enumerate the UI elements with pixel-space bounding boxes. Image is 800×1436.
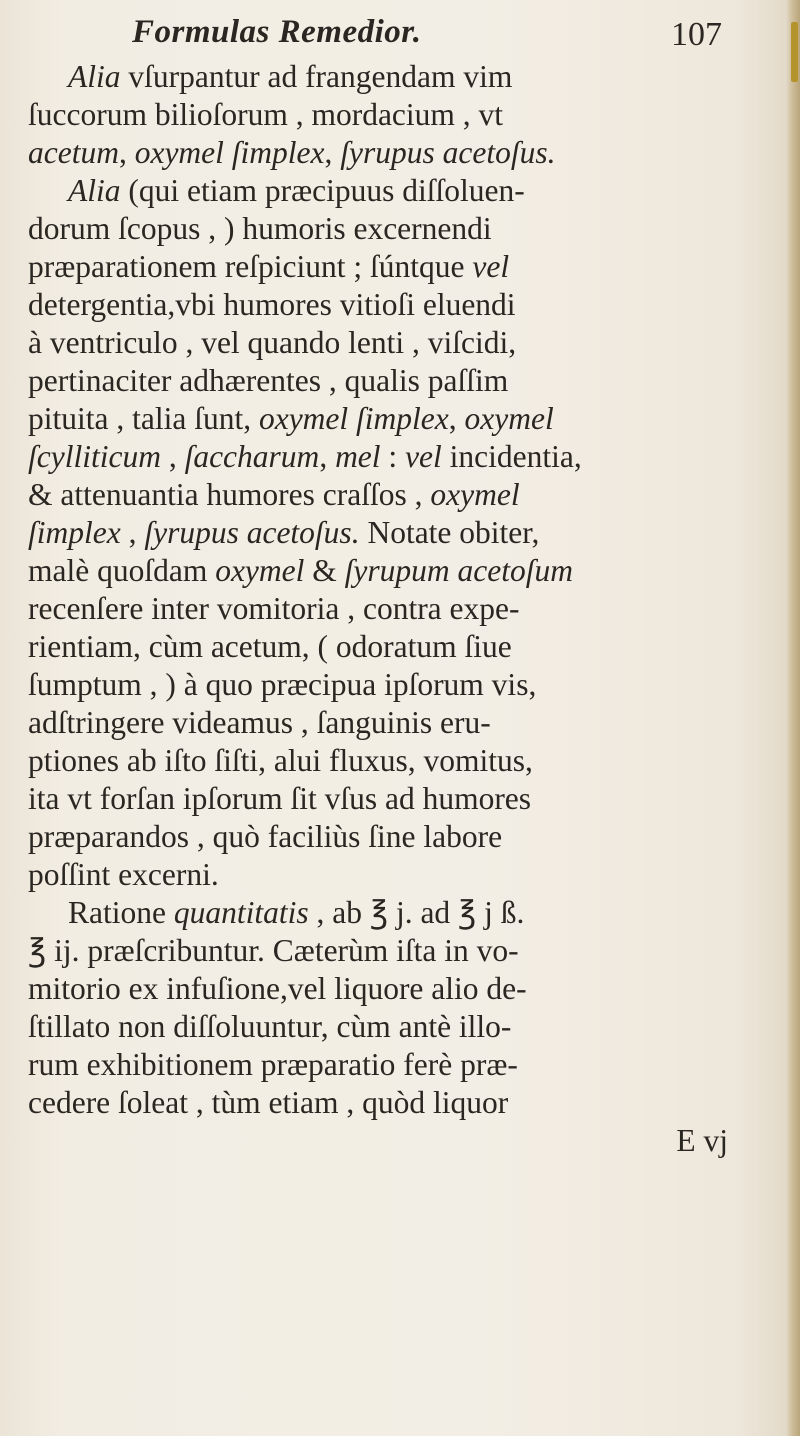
page-number: 107 [671, 16, 722, 53]
italic-segment: quantitatis [173, 895, 309, 930]
text-segment: ſuccorum bilioſorum , mordacium , vt [28, 97, 504, 132]
text-segment: ℥ ij. præſcribuntur. Cæterùm iſta in vo- [28, 933, 519, 968]
text-segment: malè quoſdam [28, 553, 216, 588]
text-segment: pertinaciter adhærentes , qualis paſſim [28, 363, 509, 398]
italic-segment: oxymel [464, 401, 554, 436]
text-line [28, 970, 768, 1008]
text-line [28, 324, 768, 362]
italic-segment: oxymel [430, 477, 520, 512]
text-segment: rum exhibitionem præparatio ferè præ- [28, 1047, 518, 1082]
text-segment: , [118, 135, 135, 170]
text-segment: ſtillato non diſſoluuntur, cùm antè illo- [28, 1009, 512, 1044]
text-segment: & [304, 553, 345, 588]
text-line [28, 400, 768, 438]
text-segment: , [160, 439, 185, 474]
text-line [28, 932, 768, 970]
italic-segment: vel [405, 439, 442, 474]
text-line [28, 552, 768, 590]
italic-segment: ſcylliticum [28, 439, 161, 474]
italic-segment: Alia [68, 173, 129, 208]
body-text [28, 58, 768, 1160]
page-edge [786, 0, 800, 1436]
italic-segment: ſyrupus acetoſus. [144, 515, 360, 550]
text-segment: detergentia,vbi humores vitioſi eluendi [28, 287, 516, 322]
text-segment: poſſint excerni. [28, 857, 219, 892]
text-line [28, 1008, 768, 1046]
text-line [28, 286, 768, 324]
text-line [28, 894, 768, 932]
text-segment: Notate obiter, [359, 515, 540, 550]
text-segment: Ratione [68, 895, 174, 930]
catchword: E vj [676, 1123, 728, 1158]
text-line [28, 514, 768, 552]
text-segment: cedere ſoleat , tùm etiam , quòd liquor [28, 1085, 509, 1120]
text-line [28, 666, 768, 704]
text-segment: , [120, 515, 145, 550]
text-segment: incidentia, [441, 439, 582, 474]
text-segment: vſurpantur ad frangendam vim [128, 59, 513, 94]
text-segment: , [324, 135, 341, 170]
text-segment: (qui etiam præcipuus diſſoluen- [128, 173, 525, 208]
text-segment: , [319, 439, 336, 474]
italic-segment: ſyrupum acetoſum [344, 553, 574, 588]
text-line [28, 780, 768, 818]
text-segment: ptiones ab iſto ſiſti, alui fluxus, vomitus, [28, 743, 533, 778]
text-line [28, 210, 768, 248]
text-segment: à ventriculo , vel quando lenti , viſcidi, [28, 325, 517, 360]
text-segment: rientiam, cùm acetum, ( odoratum ſiue [28, 629, 512, 664]
italic-segment: Alia [68, 59, 129, 94]
text-line [28, 704, 768, 742]
text-line [28, 476, 768, 514]
text-segment: præparationem reſpiciunt ; ſúntque [28, 249, 473, 284]
text-segment: : [380, 439, 406, 474]
italic-segment: oxymel ſimplex [258, 401, 449, 436]
italic-segment: mel [335, 439, 381, 474]
text-segment: adſtringere videamus , ſanguinis eru- [28, 705, 491, 740]
page-header [132, 14, 722, 58]
text-segment: ita vt forſan ipſorum ſit vſus ad humores [28, 781, 532, 816]
italic-segment: acetum [28, 135, 119, 170]
tab-mark [791, 22, 798, 82]
italic-segment: ſyrupus acetoſus. [340, 135, 556, 170]
italic-segment: oxymel ſimplex [134, 135, 325, 170]
text-line [28, 58, 768, 96]
text-segment: dorum ſcopus , ) humoris excernendi [28, 211, 492, 246]
text-line [28, 438, 768, 476]
italic-segment: ſaccharum [184, 439, 320, 474]
italic-segment: ſimplex [28, 515, 121, 550]
text-segment: , [448, 401, 465, 436]
text-line [28, 134, 768, 172]
text-segment: , ab ℥ j. ad ℥ j ß. [308, 895, 525, 930]
text-segment: pituita , talia ſunt, [28, 401, 259, 436]
text-line [28, 96, 768, 134]
italic-segment: vel [472, 249, 510, 284]
text-line [28, 172, 768, 210]
text-segment: & attenuantia humores craſſos , [28, 477, 431, 512]
text-segment: recenſere inter vomitoria , contra expe- [28, 591, 520, 626]
text-line [28, 856, 768, 894]
text-line [28, 628, 768, 666]
text-segment: mitorio ex infuſione,vel liquore alio de- [28, 971, 527, 1006]
text-line [28, 590, 768, 628]
text-line [28, 362, 768, 400]
running-head: Formulas Remedior. [132, 14, 422, 50]
text-line [28, 1084, 768, 1122]
text-segment: præparandos , quò faciliùs ſine labore [28, 819, 503, 854]
text-line [28, 742, 768, 780]
text-line [28, 248, 768, 286]
text-segment: ſumptum , ) à quo præcipua ipſorum vis, [28, 667, 537, 702]
text-line [28, 1046, 768, 1084]
text-line [28, 818, 768, 856]
italic-segment: oxymel [215, 553, 305, 588]
